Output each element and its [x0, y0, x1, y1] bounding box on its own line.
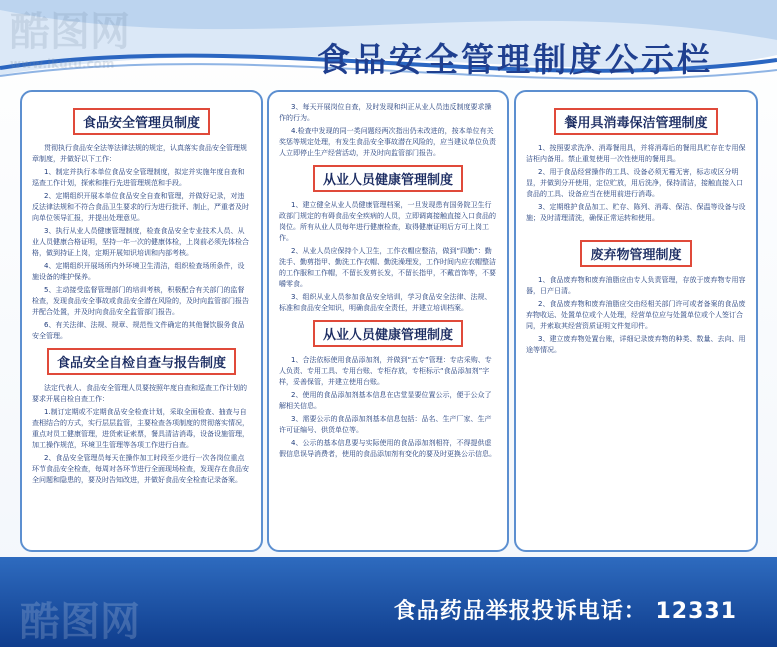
- paragraph: 2、使用的食品添加剂基本信息在店堂显要位置公示，便于公众了解相关信息。: [279, 391, 492, 410]
- panel-left: [20, 90, 263, 552]
- paragraph: 2、从业人员应保持个人卫生，工作衣帽应整洁，做到“四勤”：勤洗手、勤剪指甲、勤洗工作衣帽、勤洗澡理发，工作时间内应衣帽整洁的工作服和工作帽，不留长发剪长发，不留长指甲，不戴首饰等，不要嚼零食。: [279, 247, 496, 288]
- watermark-bottom-left: 酷图网: [20, 599, 140, 645]
- panel-middle: [267, 90, 509, 552]
- paragraph: 4、定期组织开展场所内外环境卫生清洁，组织检查场所条件，设施设备的维护保养。: [32, 262, 245, 281]
- paragraph: 1、食品废弃物和废弃油脂应由专人负责管理，存放于废弃物专用容器，日产日清。: [526, 276, 746, 295]
- paragraph: 6、有关法律、法规、规章、规范性文件确定的其他餐饮服务食品安全管理。: [32, 321, 245, 340]
- section-title: 食品安全自检自查与报告制度: [47, 348, 236, 375]
- section-title: 废弃物管理制度: [580, 240, 691, 267]
- complaint-hotline: 食品药品举报投诉电话： 12331: [393, 599, 737, 624]
- paragraph: 2、用于食品经营操作的工具、设备必须无霉无害，标志或区分明显，并做到分开使用，定位贮放，用后洗净，保持清洁，接触直接入口食品的工具、设备应当在使用前进行消毒。: [526, 168, 743, 198]
- watermark-top-left: 酷图网 www.ikutu.com: [10, 9, 130, 71]
- page-title: 食品安全管理制度公示栏: [317, 40, 713, 79]
- section-title: 从业人员健康管理制度: [313, 165, 463, 192]
- paragraph: 3、需要公示的食品添加剂基本信息包括：品名、生产厂家、生产许可证编号、供货单位等。: [279, 415, 492, 434]
- paragraph: 贯彻执行食品安全法等法律法规的规定，认真落实食品安全管理规章制度，并做好以下工作：: [32, 144, 247, 163]
- paragraph: 2、定期组织开展本单位食品安全自查和管理，并做好记录，对违反法律法规和不符合食品卫生要求的行为进行批评、制止，严重者及时向单位领导汇报，并提出处理意见。: [32, 192, 249, 222]
- paragraph: 1、按照要求洗净、消毒餐用具，并将消毒后的餐用具贮存在专用保洁柜内备用。禁止重复使用一次性使用的餐用具。: [526, 144, 746, 163]
- paragraph: 3、建立废弃物处置台账，详细记录废弃物的种类、数量、去向、用途等情况。: [526, 335, 746, 354]
- section-title: 从业人员健康管理制度: [313, 320, 463, 347]
- paragraph: 4.检查中发现的同一类问题经两次指出仍未改进的，按本单位有关奖惩等规定处理，有发生食品安全事故潜在风险的，应当建议单位负责人立即停止生产经营活动，并及时向监管部门报告。: [279, 127, 496, 157]
- footer-band: [0, 557, 777, 647]
- panel-right: [514, 90, 758, 552]
- paragraph: 3、组织从业人员参加食品安全培训，学习食品安全法律、法规、标准和食品安全知识，明确食品安全责任，并建立培训档案。: [279, 293, 492, 312]
- paragraph: 4、公示的基本信息要与实际使用的食品添加剂相符，不得提供虚假信息误导消费者，使用的食品添加剂有变化的要及时更换公示信息。: [279, 439, 496, 458]
- paragraph: 5、主动接受监督管理部门的培训考核，积极配合有关部门的监督检查，发现食品安全事故或食品安全潜在风险的，及时向监管部门报告并配合处置，并及时向食品安全监管部门报告。: [32, 286, 249, 316]
- paragraph: 2、食品安全管理员每天在操作加工时段至少进行一次各岗位重点环节食品安全检查，每周对各环节进行全面现场检查，发现存在食品安全问题和隐患的，要及时告知改进，并做好食品安全检查记录备案。: [32, 454, 249, 484]
- paragraph: 2、食品废弃物和废弃油脂应交由经相关部门许可或者备案的食品废弃物收运、处置单位或个人处理，经营单位应与处置单位或个人签订合同，并索取其经营资质证明文件复印件。: [526, 300, 746, 330]
- paragraph: 法定代表人、食品安全管理人员要按照年度自查和巡查工作计划的要求开展自检自查工作：: [32, 384, 247, 403]
- paragraph: 3、执行从业人员健康管理制度，检查食品安全专业技术人员、从业人员健康合格证明，坚持一年一次的健康体检，上岗前必须先体检合格，做到持证上岗，定期开展知识培训和内部考核。: [32, 227, 249, 257]
- paragraph: 1、合法依标使用食品添加剂，并做到“五专”管理：专店采购、专人负责、专用工具、专用台账、专柜存放，专柜标示“食品添加剂”字样，妥善保管，并建立使用台账。: [279, 356, 492, 386]
- section-title: 食品安全管理员制度: [73, 108, 210, 135]
- paragraph: 1、制定并执行本单位食品安全管理制度，拟定并实施年度自查和巡查工作计划，探索和推行先进管理规范和手段。: [32, 168, 245, 187]
- section-title: 餐用具消毒保洁管理制度: [554, 108, 717, 135]
- paragraph: 1、建立健全从业人员健康管理档案，一旦发现患有国务院卫生行政部门规定的有碍食品安全疾病的人员，立即调离接触直接入口食品的岗位。所有从业人员每年进行健康检查，取得健康证明后方可上岗工作。: [279, 201, 496, 242]
- paragraph: 1.制订定期或不定期食品安全检查计划，采取全面检查、抽查与自查相结合的方式，实行层层监管，主要检查各项制度的贯彻落实情况，重点对员工健康管理，进货索证索票，餐具清洁消毒，设备设施管理，加工操作规范，环境卫生管理等各项工作进行自查。: [32, 408, 249, 449]
- paragraph: 3、每天开展岗位自查，及时发现和纠正从业人员违反制度要求操作的行为。: [279, 103, 492, 122]
- paragraph: 3、定期维护食品加工、贮存、陈列、消毒、保洁、保温等设备与设施；及时清理清洗，确保正常运转和使用。: [526, 203, 746, 222]
